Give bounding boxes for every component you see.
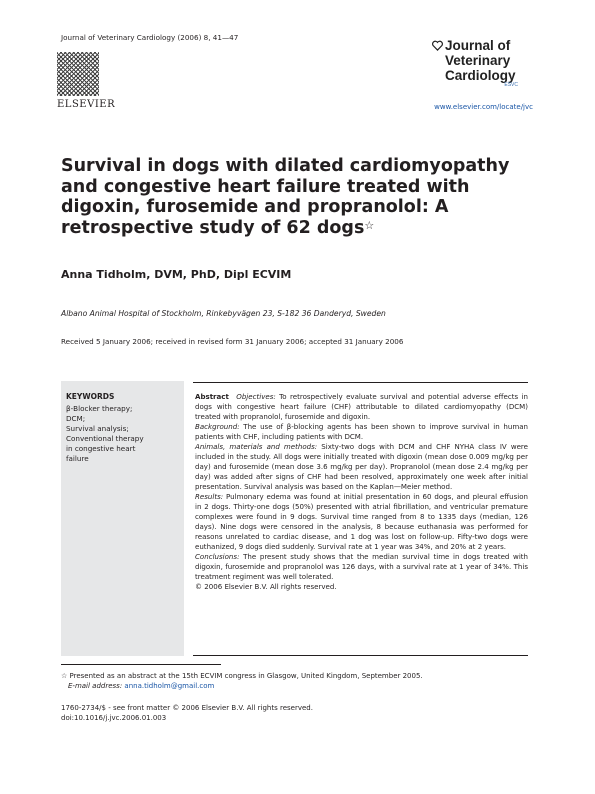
logo-line-1: Journal of (445, 38, 511, 53)
title-footnote-mark[interactable]: ☆ (364, 218, 375, 232)
methods-label: Animals, materials and methods: (195, 442, 318, 452)
footnote-email (68, 682, 214, 690)
abstract-results (195, 492, 528, 552)
abstract-copyright: © 2006 Elsevier B.V. All rights reserved. (195, 582, 337, 592)
abstract-heading: Abstract (195, 392, 229, 401)
article-history: Received 5 January 2006; received in revised form 31 January 2006; accepted 31 January 2006 (61, 337, 404, 346)
footnote-text: Presented as an abstract at the 15th ECVIM congress in Glasgow, United Kingdom, September 2005. (67, 672, 423, 680)
logo-line-2: Veterinary (445, 53, 511, 68)
keyword-item: Conventional therapy (66, 434, 144, 443)
logo-subtitle: ESVC (504, 82, 518, 88)
title-text: Survival in dogs with dilated cardiomyopathy and congestive heart failure treated with digoxin, furosemide and propranolol: A retrospective study of 62 dogs (61, 156, 510, 238)
journal-logo (432, 38, 532, 88)
keyword-item: DCM; (66, 414, 86, 423)
abstract-conclusions (195, 552, 528, 582)
email-link[interactable]: anna.tidholm@gmail.com (124, 682, 215, 690)
results-text: Pulmonary edema was found at initial presentation in 60 dogs, and pleural effusion in 2 dogs. Thirty-one dogs (50%) presented with atrial fibrillation, and ventricular premature complexes were found in 9 dogs. Survival time ranged from 8 to 1335 days (median, 126 days). Nine dogs were censored in the analysis, 8 because euthanasia was performed for reasons unrelated to cardiac disease, and 1 dog was lost on follow-up. Fifty-two dogs were euthanized, 9 dogs died suddenly. Survival rate at 1 year was 34%, and 20% at 2 years. (195, 492, 528, 552)
article-title (61, 156, 531, 238)
logo-line-3: Cardiology (445, 68, 516, 83)
keyword-item: failure (66, 454, 89, 463)
methods-text: Sixty-two dogs with DCM and CHF NYHA class IV were included in the study. All dogs were initially treated with digoxin (mean dose 0.009 mg/kg per day) and furosemide (mean dose 3.6 mg/kg per day). Propranolol (mean dose 2.4 mg/kg per day) was added after signs of CHF had been resolved, approximately one week after initial presentation. Survival analysis was based on the Kaplan—Meier method. (195, 442, 529, 492)
background-label: Background: (195, 422, 240, 432)
keyword-item: β-Blocker therapy; (66, 404, 133, 413)
issn-line: 1760-2734/$ - see front matter © 2006 Elsevier B.V. All rights reserved. (61, 704, 313, 712)
journal-reference: Journal of Veterinary Cardiology (2006) 8, 41—47 (61, 33, 239, 42)
abstract-top-rule (193, 382, 528, 383)
abstract-section (195, 392, 528, 592)
heart-icon (432, 40, 443, 51)
footnote-mark: ☆ (61, 672, 68, 680)
keyword-item: in congestive heart (66, 444, 136, 453)
keyword-item: Survival analysis; (66, 424, 129, 433)
abstract-background (195, 422, 528, 442)
publisher-name: ELSEVIER (57, 99, 116, 110)
objectives-text: To retrospectively evaluate survival and potential adverse effects in dogs with congestive heart failure (CHF) attributable to dilated cardiomyopathy (DCM) treated with propranolol, furosemide and digoxin. (195, 392, 528, 422)
results-label: Results: (195, 492, 224, 502)
email-label: E-mail address: (68, 682, 123, 690)
elsevier-logo-icon (57, 52, 99, 96)
abstract-objectives (195, 392, 528, 422)
footnote-presented (61, 672, 423, 680)
author-affiliation: Albano Animal Hospital of Stockholm, Rinkebyvägen 23, S-182 36 Danderyd, Sweden (61, 309, 386, 318)
keywords-heading: KEYWORDS (66, 392, 115, 401)
conclusions-label: Conclusions: (195, 552, 240, 562)
journal-url-link[interactable]: www.elsevier.com/locate/jvc (434, 103, 533, 111)
abstract-methods (195, 442, 528, 492)
footnote-rule (61, 664, 221, 665)
background-text: The use of β-blocking agents has been shown to improve survival in human patients with CHF, including patients with DCM. (195, 422, 528, 442)
author-name: Anna Tidholm, DVM, PhD, Dipl ECVIM (61, 268, 292, 281)
doi-link[interactable]: doi:10.1016/j.jvc.2006.01.003 (61, 714, 167, 722)
abstract-bottom-rule (193, 655, 528, 656)
conclusions-text: The present study shows that the median survival time in dogs treated with digoxin, furosemide and propranolol was 126 days, with a survival rate at 1 year of 34%. This treatment regiment was well tolerated. (195, 552, 528, 582)
objectives-label: Objectives: (236, 392, 276, 401)
